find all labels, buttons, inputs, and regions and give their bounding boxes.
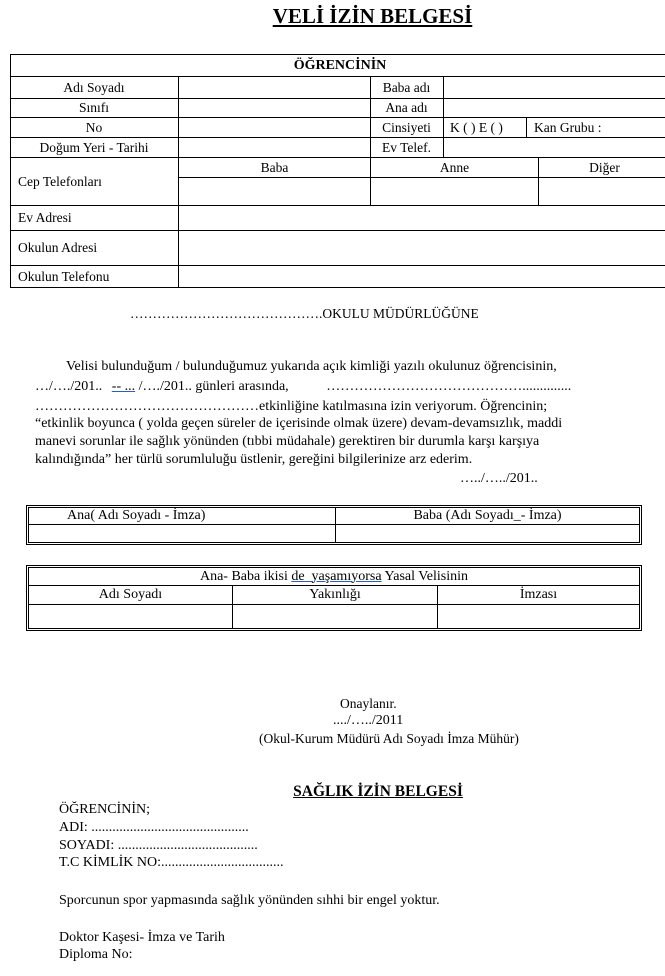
approval-text: Onaylanır. xyxy=(340,696,397,711)
guardian-relation-field[interactable] xyxy=(233,605,437,628)
parents-signature-table xyxy=(26,505,642,545)
guardian-col-name: Adı Soyadı xyxy=(98,587,163,602)
name-label: Adı Soyadı xyxy=(63,79,125,95)
body-line-2 xyxy=(35,379,571,395)
body-line-5: manevi sorunlar ile sağlık yönünden (tıbbi müdahale) gerektiren bir durumla karşı karşıya xyxy=(35,434,540,449)
diploma-number-label: Diploma No: xyxy=(59,947,133,962)
mobile-father-field[interactable] xyxy=(179,178,370,205)
school-phone-field[interactable] xyxy=(179,266,665,287)
health-id-field[interactable]: T.C KİMLİK NO:................................... xyxy=(59,855,284,870)
number-field[interactable] xyxy=(179,118,370,137)
school-address-field[interactable] xyxy=(179,231,665,265)
mother-name-field[interactable] xyxy=(444,99,665,117)
guardian-table-header xyxy=(29,568,639,585)
blood-group-label: Kan Grubu : xyxy=(534,119,602,135)
birth-label: Doğum Yeri - Tarihi xyxy=(39,139,149,155)
body-line-6: kalındığında” her türlü sorumluluğu üstlenir, gereğini bilgilerinize arz ederim. xyxy=(35,452,473,467)
addressee: …………………………………….OKULU MÜDÜRLÜĞÜNE xyxy=(130,306,479,321)
father-name-label: Baba adı xyxy=(382,79,431,95)
document-title: VELİ İZİN BELGESİ xyxy=(272,4,473,28)
health-permit-title: SAĞLIK İZİN BELGESİ xyxy=(293,783,463,800)
mother-signature-field[interactable] xyxy=(29,525,335,542)
name-field[interactable] xyxy=(179,77,370,98)
body-line-1: Velisi bulunduğum / bulunduğumuz yukarıda açık kimliği yazılı okulunuz öğrencisinin, xyxy=(66,359,557,374)
guardian-header-link[interactable]: de yaşamıyorsa xyxy=(291,568,382,584)
health-name-field[interactable]: ADI: ............................................. xyxy=(59,820,249,835)
mobile-col-mother: Anne xyxy=(439,159,470,175)
guardian-header-text-a: Ana- Baba ikisi xyxy=(199,568,292,584)
health-statement: Sporcunun spor yapmasında sağlık yönünden sıhhi bir engel yoktur. xyxy=(59,893,440,908)
guardian-name-field[interactable] xyxy=(29,605,232,628)
body-date: …../…../201.. xyxy=(460,471,538,486)
guardian-signature-field[interactable] xyxy=(438,605,639,628)
date-separator-link[interactable]: -- ... xyxy=(111,379,136,394)
mobile-other-field[interactable] xyxy=(539,178,665,205)
body-line-4: “etkinlik boyunca ( yolda geçen süreler de içerisinde olmak üzere) devam-devamsızlık, maddi xyxy=(35,416,563,431)
mobile-mother-field[interactable] xyxy=(371,178,538,205)
gender-label: Cinsiyeti xyxy=(382,119,431,135)
approval-date: ..../…../2011 xyxy=(333,713,404,728)
event-dots: …………………………………….............. xyxy=(326,379,572,394)
class-label: Sınıfı xyxy=(78,100,109,116)
father-signature-field[interactable] xyxy=(336,525,639,542)
home-phone-field[interactable] xyxy=(444,138,665,157)
mother-name-label: Ana adı xyxy=(385,100,428,116)
school-phone-label: Okulun Telefonu xyxy=(18,268,110,284)
guardian-table xyxy=(26,565,642,631)
health-surname-field[interactable]: SOYADI: ........................................ xyxy=(59,838,258,853)
student-table-header: ÖĞRENCİNİN xyxy=(293,57,387,73)
body-line-3: …………………………………………etkinliğine katılmasına izin veriyorum. Öğrencinin; xyxy=(35,399,548,414)
home-phone-label: Ev Telef. xyxy=(381,139,432,155)
home-address-field[interactable] xyxy=(179,206,665,230)
guardian-col-relation: Yakınlığı xyxy=(309,587,361,602)
father-signature-header: Baba (Adı Soyadı_- İmza) xyxy=(413,508,562,523)
birth-field[interactable] xyxy=(179,138,370,157)
number-label: No xyxy=(85,119,103,135)
start-date: …/…./201.. xyxy=(35,379,103,394)
guardian-col-signature: İmzası xyxy=(519,587,558,602)
mobile-col-father: Baba xyxy=(260,159,289,175)
approval-signature: (Okul-Kurum Müdürü Adı Soyadı İmza Mühür) xyxy=(259,731,519,746)
home-address-label: Ev Adresi xyxy=(18,210,72,226)
end-date: /…./201.. günleri arasında, xyxy=(138,379,289,394)
class-field[interactable] xyxy=(179,99,370,117)
guardian-header-text-b: Yasal Velisinin xyxy=(381,568,469,584)
gender-options[interactable]: K ( ) E ( ) xyxy=(450,119,503,135)
health-student-label: ÖĞRENCİNİN; xyxy=(59,802,150,817)
mother-signature-header: Ana( Adı Soyadı - İmza) xyxy=(67,508,206,523)
father-name-field[interactable] xyxy=(444,77,665,98)
doctor-stamp-label: Doktor Kaşesi- İmza ve Tarih xyxy=(59,930,225,945)
school-address-label: Okulun Adresi xyxy=(18,240,98,256)
mobile-phones-label: Cep Telefonları xyxy=(18,173,102,189)
mobile-col-other: Diğer xyxy=(589,159,620,175)
